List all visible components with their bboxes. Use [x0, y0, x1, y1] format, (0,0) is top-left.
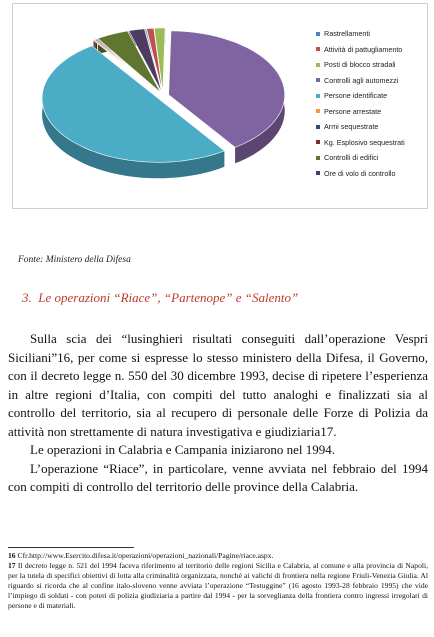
legend-swatch: [316, 125, 320, 129]
legend-swatch: [316, 78, 320, 82]
section-title-text: Le operazioni “Riace”, “Partenope” e “Salento”: [38, 290, 299, 305]
legend-label: Rastrellamenti: [324, 29, 370, 38]
legend-label: Persone identificate: [324, 91, 388, 100]
legend-item: [316, 57, 429, 73]
legend-label: Persone arrestate: [324, 106, 382, 116]
figure-source: Fonte: Ministero della Difesa: [18, 255, 131, 265]
footnote-16: [8, 551, 428, 561]
legend-item: [316, 166, 429, 182]
legend-item: [316, 104, 429, 120]
legend-label: Attività di pattugliamento: [324, 44, 403, 54]
legend-label: Controlli di edifici: [324, 153, 379, 162]
legend-label: Posti di blocco stradali: [324, 60, 396, 69]
legend-item: [316, 135, 429, 151]
legend-item: [316, 26, 429, 42]
footnote-text: Il decreto legge n. 521 del 1994 faceva riferimento al territorio delle regioni Sicilia e Calabria, al comune e alla provincia di Napoli, per la tutela di specifici obiettivi di lotta alla criminalità organizzata, nonché ai valichi di frontiera nella regione Friuli-Venezia Giulia. Al riguardo si ricorda che al confine italo-sloveno venne avviata l’operazione “Testuggine” (16 agosto 1993-28 febbraio 1995) che vide l’impiego di soldati - con poteri di polizia giudiziaria a partire dal 1994 - per la sorveglianza della frontiera contro ingressi irregolari di persone e di materiali.: [8, 561, 428, 610]
section-heading: [22, 290, 298, 306]
legend-item: [316, 42, 429, 58]
footnote-number: 17: [8, 561, 16, 570]
legend-item: [316, 119, 429, 135]
legend-label: Controlli agli automezzi: [324, 75, 399, 85]
pie-chart: [12, 3, 428, 209]
legend-swatch: [316, 156, 320, 160]
legend-item: [316, 150, 429, 166]
legend-swatch: [316, 32, 320, 36]
footnote-number: 16: [8, 551, 16, 560]
paragraph-3: L’operazione “Riace”, in particolare, venne avviata nel febbraio del 1994 con compiti di controllo del territorio delle province della Calabria.: [8, 460, 428, 494]
legend-label: Kg. Esplosivo sequestrati: [324, 137, 405, 147]
legend-swatch: [316, 140, 320, 144]
legend-item: [316, 73, 429, 89]
legend-swatch: [316, 47, 320, 51]
legend-label: Ore di volo di controllo: [324, 168, 396, 178]
footnote-17: [8, 561, 428, 611]
legend-swatch: [316, 171, 320, 175]
chart-legend: [316, 26, 429, 181]
paragraph-1: Sulla scia dei “lusinghieri risultati conseguiti dall’operazione Vespri Siciliani”16, per come si espresse lo stesso ministero della Difesa, il Governo, con il decreto legge n. 550 del 30 dicembre 1993, decise di ripetere l’esperienza in altre regioni d’Italia, con compiti del tutto analoghi e finalizzati sia al controllo del territorio, sia al recupero di personale delle Forze di Polizia da attività non strettamente di natura investigativa e giudiziaria17.: [8, 331, 428, 439]
body-text: [8, 330, 428, 497]
footnotes: [8, 551, 428, 611]
footnote-separator: [8, 547, 134, 548]
legend-item: [316, 88, 429, 104]
legend-swatch: [316, 109, 320, 113]
legend-swatch: [316, 63, 320, 67]
legend-swatch: [316, 94, 320, 98]
footnote-text: Cfr.http://www.Esercito.difesa.it/operazioni/operazioni_nazionali/Pagine/riace.aspx.: [17, 551, 274, 560]
section-number: 3.: [22, 290, 32, 305]
paragraph-2: Le operazioni in Calabria e Campania iniziarono nel 1994.: [30, 442, 336, 457]
legend-label: Armi sequestrate: [324, 122, 379, 131]
